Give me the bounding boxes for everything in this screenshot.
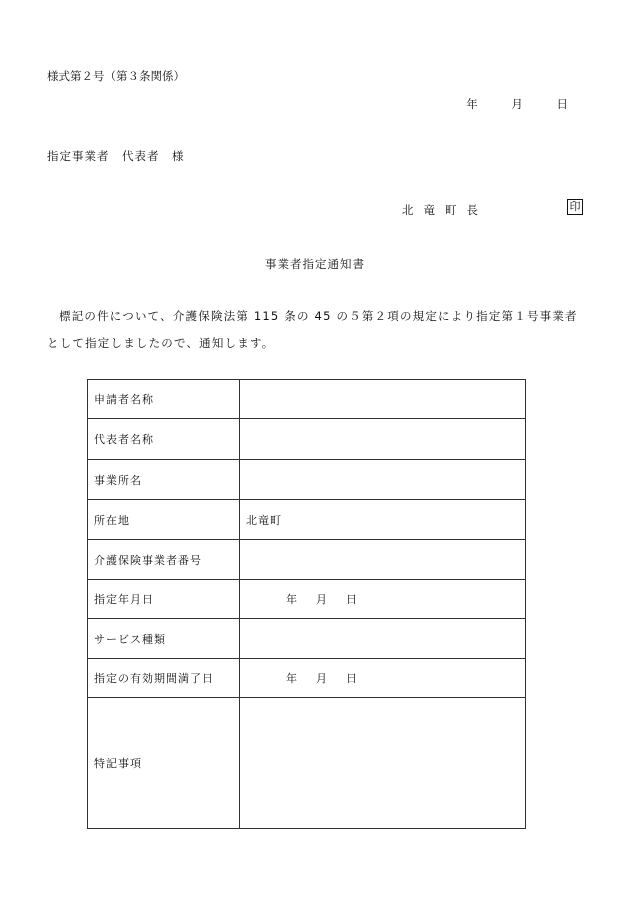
date-year: 年 (466, 97, 478, 111)
table-row (88, 619, 526, 659)
seal-mark: 印 (567, 199, 583, 215)
table-row (88, 380, 526, 419)
row-label: 介護保険事業者番号 (88, 540, 240, 580)
row-label: 事業所名 (88, 460, 240, 500)
date-year: 年 (286, 672, 298, 685)
row-value (240, 460, 526, 500)
sender (402, 202, 488, 218)
row-value (240, 380, 526, 419)
date-day: 日 (346, 593, 358, 606)
row-label: 代表者名称 (88, 419, 240, 460)
body-text: 標記の件について、介護保険法第 115 条の 45 の５第２項の規定により指定第１号事業者として指定しましたので、通知します。 (47, 309, 578, 350)
row-label: サービス種類 (88, 619, 240, 659)
row-value (240, 540, 526, 580)
info-table (87, 379, 526, 829)
table-row (88, 698, 526, 829)
row-date (240, 659, 526, 698)
table-row (88, 460, 526, 500)
row-label: 所在地 (88, 500, 240, 540)
form-number: 様式第２号（第３条関係） (47, 69, 185, 83)
date-month: 月 (511, 97, 523, 111)
row-value (240, 619, 526, 659)
table-row (88, 500, 526, 540)
document-title: 事業者指定通知書 (265, 257, 365, 271)
row-date (240, 580, 526, 619)
date-year: 年 (286, 593, 298, 606)
issue-date (466, 96, 568, 112)
row-label: 指定年月日 (88, 580, 240, 619)
date-month: 月 (316, 672, 328, 685)
table-row (88, 419, 526, 460)
table-row (88, 659, 526, 698)
row-value (240, 698, 526, 829)
sender-name: 北竜町長 (402, 203, 488, 217)
row-value: 北竜町 (240, 500, 526, 540)
date-month: 月 (316, 593, 328, 606)
row-label: 申請者名称 (88, 380, 240, 419)
date-day: 日 (556, 97, 568, 111)
table-row (88, 540, 526, 580)
addressee: 指定事業者 代表者 様 (47, 149, 185, 163)
date-day: 日 (346, 672, 358, 685)
row-value (240, 419, 526, 460)
table-row (88, 580, 526, 619)
row-label: 指定の有効期間満了日 (88, 659, 240, 698)
row-label: 特記事項 (88, 698, 240, 829)
